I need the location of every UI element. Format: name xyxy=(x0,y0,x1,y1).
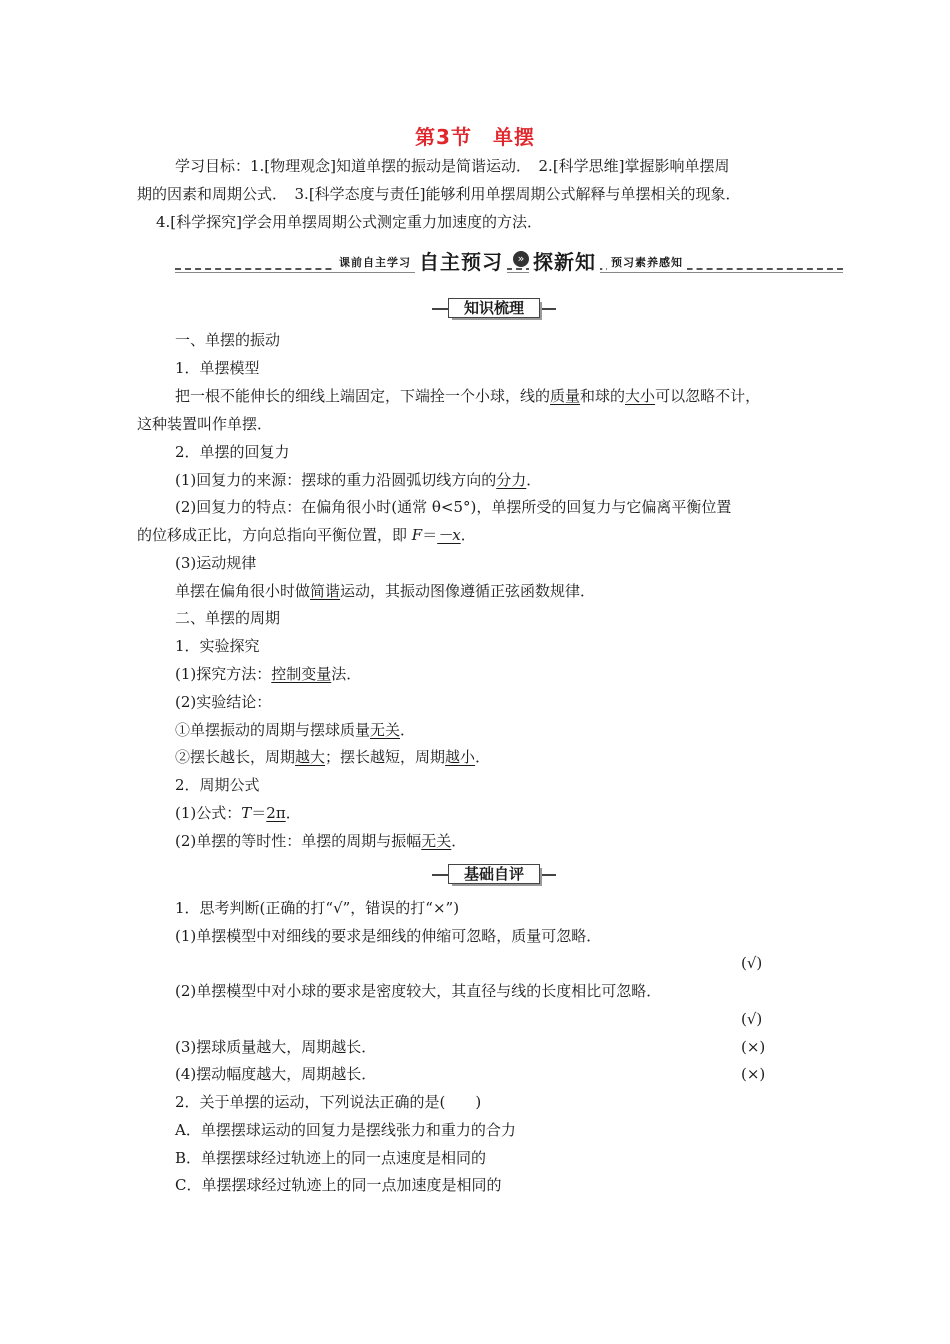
objectives-line-1: 学习目标：1.[物理观念]知道单摆的振动是简谐运动． 2.[科学思维]掌握影响单摆周 xyxy=(175,157,730,175)
text: ． xyxy=(526,471,542,489)
answer-blank: 2π xyxy=(266,804,286,822)
conclusion-1 xyxy=(175,720,415,740)
banner-right-caption: 预习素养感知 xyxy=(607,254,687,270)
answer-blank: 质量 xyxy=(550,387,581,405)
heading-1-1: 1．单摆模型 xyxy=(175,359,260,377)
objectives-line-3: 4.[科学探究]学会用单摆周期公式测定重力加速度的方法． xyxy=(156,213,543,231)
judgement-item-2: (2)单摆模型中对小球的要求是密度较大，其直径与线的长度相比可忽略． xyxy=(175,982,662,1000)
motion-law-text xyxy=(175,581,595,601)
judgement-mark-3: (×) xyxy=(741,1038,766,1056)
judgement-mark-2: (√) xyxy=(741,1010,763,1028)
answer-blank: 大小 xyxy=(625,387,656,405)
text: ①单摆振动的周期与摆球质量 xyxy=(175,721,371,739)
text: ． xyxy=(451,832,467,850)
text: 法． xyxy=(331,665,362,683)
isochronism xyxy=(175,831,466,851)
banner-rule xyxy=(175,268,843,270)
answer-blank: 简谐 xyxy=(310,582,341,600)
text: (2)单摆的等时性：单摆的周期与振幅 xyxy=(175,832,422,850)
heading-1: 一、单摆的振动 xyxy=(175,331,281,349)
objectives-line-2: 期的因素和周期公式． 3.[科学态度与责任]能够利用单摆周期公式解释与单摆相关的现象． xyxy=(137,185,741,203)
text: ． xyxy=(475,748,491,766)
answer-blank: 无关 xyxy=(370,721,401,739)
section-tag-label: 知识梳理 xyxy=(448,298,540,318)
force-source xyxy=(175,470,541,490)
model-paragraph-line-1 xyxy=(175,386,760,406)
text: ②摆长越长，周期 xyxy=(175,748,296,766)
option-a: A．单摆摆球运动的回复力是摆线张力和重力的合力 xyxy=(175,1121,516,1139)
judgement-item-1: (1)单摆模型中对细线的要求是细线的伸缩可忽略，质量可忽略． xyxy=(175,927,602,945)
option-b: B．单摆摆球经过轨迹上的同一点速度是相同的 xyxy=(175,1149,487,1167)
text: ． xyxy=(400,721,416,739)
banner-rule-thin xyxy=(175,272,843,273)
text: ． xyxy=(460,526,476,544)
experiment-method xyxy=(175,664,361,684)
text: 的位移成正比，方向总指向平衡位置，即 xyxy=(137,526,412,544)
symbol-T: T xyxy=(241,804,252,822)
option-c: C．单摆摆球经过轨迹上的同一点加速度是相同的 xyxy=(175,1176,502,1194)
banner-heading-2: 探新知 xyxy=(529,246,600,275)
force-feature-line-2 xyxy=(137,525,476,545)
text: 单摆在偏角很小时做 xyxy=(175,582,311,600)
answer-blank: 越大 xyxy=(295,748,326,766)
text: (1)探究方法： xyxy=(175,665,272,683)
motion-law-heading: (3)运动规律 xyxy=(175,554,257,572)
judgement-mark-1: (√) xyxy=(741,954,763,972)
conclusion-2 xyxy=(175,747,490,767)
heading-1-2: 2．单摆的回复力 xyxy=(175,443,290,461)
experiment-conclusion-heading: (2)实验结论： xyxy=(175,693,272,711)
text: 运动，其振动图像遵循正弦函数规律． xyxy=(340,582,596,600)
model-paragraph-line-2: 这种装置叫作单摆． xyxy=(137,415,273,433)
quiz-question-2: 2．关于单摆的运动，下列说法正确的是( ) xyxy=(175,1093,482,1111)
answer-blank: 分力 xyxy=(496,471,527,489)
quiz-question-1: 1．思考判断(正确的打“√”，错误的打“×”) xyxy=(175,899,460,917)
page-title: 第3节 单摆 xyxy=(415,125,535,149)
heading-2-2: 2．周期公式 xyxy=(175,776,260,794)
text: ；摆长越短，周期 xyxy=(325,748,446,766)
force-feature-line-1: (2)回复力的特点：在偏角很小时(通常 θ<5°)，单摆所受的回复力与它偏离平衡位置 xyxy=(175,498,732,516)
text: 和球的 xyxy=(580,387,626,405)
judgement-item-3: (3)摆球质量越大，周期越长． xyxy=(175,1038,377,1056)
text: 可以忽略不计， xyxy=(655,387,761,405)
answer-blank: 越小 xyxy=(445,748,476,766)
banner-heading-1: 自主预习 xyxy=(415,246,507,275)
text: (1)公式： xyxy=(175,804,242,822)
text: ＝ xyxy=(251,804,267,822)
symbol-F: F xyxy=(411,526,423,544)
judgement-mark-4: (×) xyxy=(741,1065,766,1083)
section-tag-knowledge xyxy=(432,296,556,320)
banner-left-caption: 课前自主学习 xyxy=(335,254,415,270)
heading-2-1: 1．实验探究 xyxy=(175,637,260,655)
heading-2: 二、单摆的周期 xyxy=(175,609,281,627)
text: 把一根不能伸长的细线上端固定，下端拴一个小球，线的 xyxy=(175,387,551,405)
judgement-item-4: (4)摆动幅度越大，周期越长． xyxy=(175,1065,377,1083)
text: (1)回复力的来源：摆球的重力沿圆弧切线方向的 xyxy=(175,471,497,489)
text: ． xyxy=(285,804,301,822)
section-tag-self-assessment xyxy=(432,862,556,886)
section-tag-label: 基础自评 xyxy=(448,864,540,884)
period-formula xyxy=(175,803,301,823)
section-banner xyxy=(175,248,843,274)
answer-blank: 无关 xyxy=(421,832,452,850)
double-arrow-icon: » xyxy=(513,251,529,267)
answer-blank: －x xyxy=(437,526,461,544)
answer-blank: 控制变量 xyxy=(271,665,332,683)
text: ＝ xyxy=(422,526,438,544)
